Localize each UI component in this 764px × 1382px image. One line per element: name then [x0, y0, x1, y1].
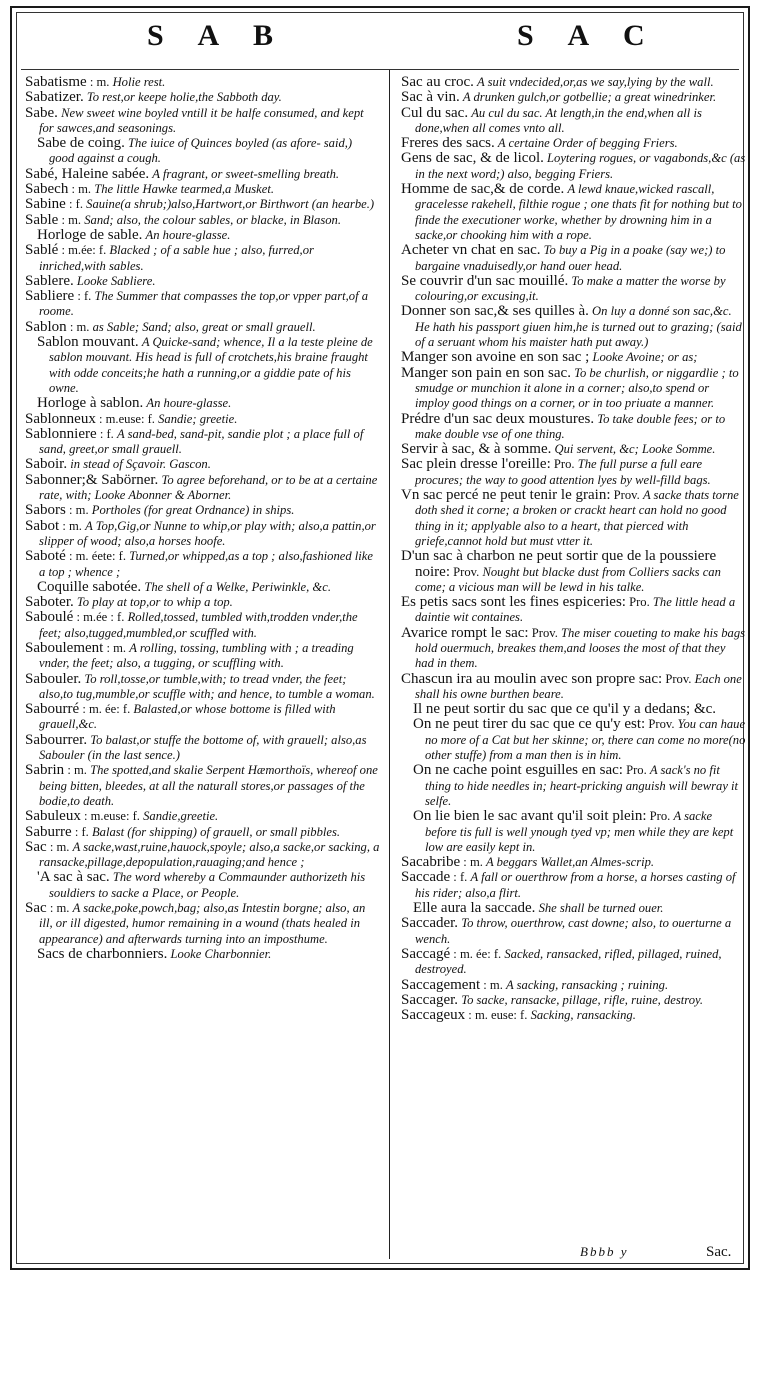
entry-definition: Looke Charbonnier. [170, 946, 272, 961]
dictionary-entry [401, 947, 746, 978]
entry-definition: A suit vndecided,or,as we say,lying by the wall. [477, 75, 714, 89]
inner-border [16, 12, 744, 1264]
entry-headword: Sabot [25, 517, 60, 534]
entry-definition: A sacke before tis full is well ynough tyed vp; men while they are kept low are easily kept in. [425, 809, 734, 854]
entry-definition: A Top,Gig,or Nunne to whip,or play with; also,a pattin,or slipper of wood; also,a horses hoofe. [39, 518, 376, 548]
entry-definition: Portholes (for great Ordnance) in ships. [91, 503, 295, 518]
dictionary-entry [401, 488, 746, 549]
entry-headword: Sac [25, 900, 47, 917]
entry-headword: Sac [25, 838, 47, 855]
entry-definition: Looke Avoine; or as; [592, 350, 698, 365]
entry-definition: A sacke,wast,ruine,hauock,spoyle; also,a sacke,or sacking, a ransacke,pillage,depopulation,rauaging;and hence ; [39, 839, 380, 870]
dictionary-entry [25, 702, 380, 733]
entry-headword: Sac au croc. [401, 74, 474, 90]
entry-headword: Sac à vin. [401, 89, 460, 106]
entry-headword: Saboulement [25, 639, 104, 656]
entry-grammar: : f. [453, 870, 468, 885]
entry-definition: She shall be turned ouer. [538, 901, 664, 916]
entry-headword: Elle aura la saccade. [413, 900, 536, 917]
entry-definition: Sacked, ransacked, rifled, pillaged, ruined, destroyed. [415, 946, 722, 977]
dictionary-entry [401, 870, 746, 901]
page-frame [10, 6, 750, 1270]
entry-headword: Sabe de coing. [37, 135, 125, 152]
dictionary-entry [25, 75, 380, 90]
dictionary-entry [401, 182, 746, 243]
entry-definition: A sand-bed, sand-pit, sandie plot ; a place full of sand, greet,or small grauell. [39, 426, 364, 457]
entry-definition: The little Hawke tearmed,a Musket. [94, 182, 275, 197]
right-column-header: S A C [517, 19, 659, 52]
catchword: Sac. [706, 1244, 732, 1260]
entry-definition: A lewd knaue,wicked rascall, gracelesse rakehell, filthie rogue ; one thats fit for nothing but to finde the executioner worke, whether by drowning him in a sacke,or chooking him with a rope. [415, 182, 742, 242]
entry-headword: Saccageux [401, 1007, 466, 1024]
entry-headword: Se couvrir d'un sac mouillé. [401, 272, 569, 289]
entry-headword: Acheter vn chat en sac. [401, 242, 541, 259]
entry-definition: A fragrant, or sweet-smelling breath. [152, 166, 340, 181]
entry-headword: Sablonneux [25, 410, 96, 427]
dictionary-entry [401, 136, 746, 151]
entry-definition: Balasted,or whose bottome is filled with grauell,&c. [39, 702, 336, 732]
dictionary-entry [401, 274, 746, 305]
entry-headword: Sablere. [25, 272, 74, 289]
entry-definition: Turned,or whipped,as a top ; also,fashioned like a top ; whence ; [39, 549, 373, 579]
entry-headword: Chascun ira au moulin avec son propre sac: [401, 670, 663, 687]
entry-headword: Manger son pain en son sac. [401, 364, 571, 381]
dictionary-entry [401, 595, 746, 626]
dictionary-entry [401, 672, 746, 703]
entry-headword: Sabourrer. [25, 731, 88, 748]
entry-definition: To be churlish, or niggardlie ; to smudge or munchion it alone in a corner; also,to spend or imploy good things on a corner, or in too priuate a manner. [415, 365, 739, 411]
entry-headword: Sablon mouvant. [37, 334, 139, 351]
entry-headword: Sabourré [25, 701, 80, 718]
entry-definition: On luy a donné son sac,&c. He hath his passport giuen him,he is turned out to grazing; (said of a seruant whom his maister hath put away.) [415, 304, 742, 350]
entry-headword: Saboir. [25, 456, 68, 473]
entry-headword: Sabuleux [25, 808, 81, 825]
dictionary-entry [401, 626, 746, 672]
entry-headword: Sabe. [25, 104, 58, 121]
dictionary-entry [401, 809, 746, 855]
dictionary-entry [25, 412, 380, 427]
entry-definition: To balast,or stuffe the bottome of, with grauell; also,as Sabouler (in the last sence.) [39, 732, 367, 763]
entry-definition: A sacke thats torne doth shed it corne; a broken or crackt heart can hold no good thing in it; applyable also to a heart, that pierced with griefe,cannot hold but must vtter it. [415, 488, 739, 548]
dictionary-entry [401, 763, 746, 809]
entry-grammar: Pro. [553, 457, 575, 472]
signature-mark: Bbbb y [580, 1244, 629, 1259]
dictionary-entry [401, 412, 746, 443]
entry-grammar: : m. [67, 763, 87, 778]
entry-grammar: : m. [62, 518, 82, 533]
entry-definition: in stead of Sçavoir. Gascon. [70, 457, 211, 472]
entry-grammar: : m. [69, 319, 90, 334]
dictionary-entry [25, 825, 380, 840]
entry-definition: Au cul du sac. At length,in the end,when all is done,when all comes vnto all. [415, 105, 702, 135]
dictionary-entry [401, 1008, 746, 1023]
left-column-header: S A B [147, 19, 288, 52]
header-rule [21, 69, 739, 70]
entry-grammar: : m. [69, 503, 89, 518]
dictionary-entry [25, 641, 380, 672]
entry-headword: Saccader. [401, 915, 459, 932]
column-divider [389, 70, 390, 1259]
dictionary-entry [25, 519, 380, 550]
dictionary-entry [25, 243, 380, 274]
entry-grammar: : m.ée: f. [61, 243, 107, 258]
entry-definition: An houre-glasse. [146, 396, 232, 411]
entry-grammar: : m. [106, 640, 127, 655]
entry-definition: To throw, ouerthrow, cast downe; also, to ouerturne a wench. [415, 916, 732, 946]
entry-definition: To buy a Pig in a poake (say we;) to bargaine vnaduisedly,or hand ouer head. [415, 243, 726, 273]
dictionary-entry [401, 350, 746, 365]
entry-definition: To roll,tosse,or tumble,with; to tread vnder, the feet; also,to tug,mumble,or scuffle with; and hence, to tumble a woman. [39, 671, 375, 701]
entry-definition: A sacking, ransacking ; ruining. [506, 977, 669, 992]
entry-headword: Sabrin [25, 762, 65, 779]
dictionary-entry [401, 993, 746, 1008]
entry-headword: Sabouler. [25, 670, 82, 687]
entry-definition: A Quicke-sand; whence, Il a la teste pleine de sablon mouvant. His head is full of crotchets,his braine fraught with odde conceits;he hath a running,or a giddie pate of his owne. [49, 335, 373, 395]
dictionary-entry [401, 702, 746, 717]
entry-definition: A certaine Order of begging Friers. [497, 136, 678, 151]
dictionary-entry [25, 457, 380, 472]
entry-definition: The shell of a Welke, Periwinkle, &c. [144, 579, 331, 594]
entry-headword: Vn sac percé ne peut tenir le grain: [401, 487, 611, 504]
entry-definition: A sack's no fit thing to hide needles in; heart-pricking anguish will bewray it selfe. [425, 763, 739, 808]
entry-grammar: : m. [49, 839, 70, 854]
entry-grammar: Pro. [626, 763, 647, 778]
entry-definition: A sacke,poke,powch,bag; also,as Intestin borgne; also, an ill, or ill digested, humor remaining in a wound (thats healed in appearance) and afterwards turning into an imposthume. [39, 901, 366, 946]
entry-headword: Gens de sac, & de licol. [401, 150, 544, 167]
entry-grammar: : m. [463, 855, 483, 870]
entry-definition: Balast (for shipping) of grauell, or small pibbles. [91, 824, 341, 839]
entry-headword: Sablonniere [25, 425, 97, 442]
entry-definition: The Summer that compasses the top,or vpper part,of a roome. [39, 289, 369, 319]
entry-grammar: : m.ée : f. [76, 610, 125, 625]
entry-grammar: Pro. [629, 595, 650, 610]
dictionary-entry [25, 274, 380, 289]
dictionary-entry [25, 733, 380, 764]
entry-grammar: Prov. [665, 671, 692, 686]
entry-grammar: : m. [483, 977, 503, 992]
entry-grammar: Prov. [613, 488, 640, 503]
entry-definition: The little head a daintie wit containes. [415, 595, 736, 625]
entry-definition: To sacke, ransacke, pillage, rifle, ruine, destroy. [461, 992, 704, 1007]
right-column [401, 75, 746, 1023]
entry-definition: Sand; also, the colour sables, or blacke, in Blason. [84, 212, 341, 227]
entry-headword: On lie bien le sac avant qu'il soit plein: [413, 808, 647, 825]
entry-definition: Blacked ; of a sable hue ; also, furred,or inriched,with sables. [39, 243, 314, 273]
entry-definition: Holie rest. [112, 75, 166, 89]
entry-headword: Sacabribe [401, 854, 461, 871]
entry-headword: D'un sac à charbon ne peut sortir que de la poussiere noire: [401, 548, 717, 580]
entry-headword: Sablon [25, 318, 67, 335]
entry-definition: To make a matter the worse by colouring,or excusing,it. [415, 273, 726, 304]
dictionary-entry [25, 335, 380, 396]
entry-definition: Sandie; greetie. [158, 411, 238, 426]
entry-headword: Manger son avoine en son sac ; [401, 349, 590, 366]
dictionary-entry [25, 228, 380, 243]
entry-headword: On ne peut tirer du sac que ce qu'y est: [413, 716, 646, 733]
entry-definition: To agree beforehand, or to be at a certaine rate, with; Looke Abonner & Aborner. [39, 472, 378, 503]
entry-headword: Cul du sac. [401, 104, 469, 121]
entry-definition: Sauine(a shrub;)also,Hartwort,or Birthwort (an hearbe.) [86, 197, 375, 212]
dictionary-entry [401, 90, 746, 105]
entry-grammar: : f. [77, 289, 92, 304]
dictionary-entry [25, 167, 380, 182]
entry-grammar: Prov. [453, 564, 480, 579]
entry-definition: Each one shall his owne burthen beare. [415, 671, 742, 701]
entry-definition: The word whereby a Commaunder authorizeth his souldiers to sacke a Place, or People. [49, 870, 366, 900]
entry-grammar: Prov. [531, 625, 558, 640]
entry-headword: Sablé [25, 242, 59, 259]
entry-definition: Loytering rogues, or vagabonds,&c (as in the next word;) also, begging Friers. [415, 151, 746, 181]
dictionary-entry [25, 427, 380, 458]
dictionary-entry [25, 106, 380, 137]
entry-headword: Saburre [25, 823, 72, 840]
entry-headword: Sabors [25, 502, 66, 519]
left-column [25, 75, 380, 962]
entry-grammar: : m.euse: f. [98, 411, 155, 426]
entry-grammar: : f. [68, 197, 83, 212]
entry-headword: Saccagé [401, 945, 451, 962]
entry-definition: To play at top,or to whip a top. [76, 595, 233, 610]
entry-grammar: : f. [99, 426, 114, 441]
entry-headword: Homme de sac,& de corde. [401, 181, 565, 198]
dictionary-entry [25, 809, 380, 824]
entry-definition: Looke Sabliere. [76, 273, 156, 288]
entry-definition: New sweet wine boyled vntill it be halfe consumed, and kept for sawces,and seasonings. [39, 105, 364, 135]
entry-definition: You can haue no more of a Cat but her skinne; or, there can come no more(no other stuffe) from a man then is in him. [425, 717, 746, 763]
entry-definition: Sandie,greetie. [143, 809, 219, 824]
dictionary-entry [25, 213, 380, 228]
dictionary-entry [401, 855, 746, 870]
entry-headword: Saboulé [25, 609, 74, 626]
entry-definition: A drunken gulch,or gotbellie; a great winedrinker. [462, 90, 717, 105]
entry-grammar: : m. euse: f. [468, 1008, 528, 1023]
entry-headword: Sac plein dresse l'oreille: [401, 456, 551, 473]
entry-grammar: : m. [89, 75, 110, 89]
entry-definition: Nought but blacke dust from Colliers sacks can come; a vicious man will be lewd in his talke. [415, 564, 721, 594]
entry-headword: Sabine [25, 196, 66, 213]
entry-headword: Coquille sabotée. [37, 578, 142, 595]
entry-grammar: : m. [61, 212, 82, 227]
entry-headword: Servir à sac, & à somme. [401, 441, 552, 458]
entry-grammar: : m. [49, 901, 70, 916]
entry-headword: Sable [25, 211, 59, 228]
entry-definition: An houre-glasse. [145, 227, 231, 242]
entry-definition: The spotted,and skalie Serpent Hæmorthoïs, whereof one being bitten, bleedes, at all the naturall stores,or passages of the bodie,to death. [39, 763, 378, 808]
entry-headword: Saccade [401, 869, 451, 886]
entry-definition: Qui servent, &c; Looke Somme. [554, 442, 716, 457]
entry-headword: Donner son sac,& ses quilles à. [401, 303, 589, 320]
dictionary-entry [25, 182, 380, 197]
dictionary-entry [25, 320, 380, 335]
entry-definition: as Sable; Sand; also, great or small grauell. [92, 319, 316, 334]
entry-definition: Rolled,tossed, tumbled with,trodden vnder,the feet; also,tugged,mumbled,or scuffled with. [39, 610, 358, 640]
entry-headword: Horloge à sablon. [37, 395, 144, 412]
entry-grammar: Prov. [648, 717, 675, 732]
entry-headword: Sacs de charbonniers. [37, 945, 168, 962]
entry-headword: On ne cache point esguilles en sac: [413, 762, 623, 779]
dictionary-entry [401, 717, 746, 763]
entry-headword: 'A sac à sac. [37, 869, 110, 886]
entry-grammar: Pro. [649, 809, 671, 824]
entry-headword: Prédre d'un sac deux moustures. [401, 410, 595, 427]
entry-definition: Sacking, ransacking. [530, 1008, 636, 1023]
dictionary-entry [25, 901, 380, 947]
dictionary-entry [25, 580, 380, 595]
dictionary-entry [401, 457, 746, 488]
dictionary-entry [25, 763, 380, 809]
dictionary-entry [25, 672, 380, 703]
entry-definition: To take double fees; or to make double vse of one thing. [415, 411, 726, 441]
dictionary-entry [25, 947, 380, 962]
entry-grammar: : m. [71, 182, 92, 197]
entry-grammar: : m.euse: f. [83, 809, 140, 824]
entry-headword: Sabonner;& Sabörner. [25, 471, 159, 488]
dictionary-entry [401, 106, 746, 137]
dictionary-entry [25, 840, 380, 871]
dictionary-entry [25, 870, 380, 901]
dictionary-entry [401, 151, 746, 182]
dictionary-entry [25, 289, 380, 320]
entry-headword: Avarice rompt le sac: [401, 624, 529, 641]
entry-headword: Freres des sacs. [401, 135, 495, 152]
entry-headword: Sabliere [25, 288, 75, 305]
entry-headword: Sabé, Haleine sabée. [25, 165, 150, 182]
entry-headword: Es petis sacs sont les fines espiceries: [401, 594, 626, 611]
dictionary-entry [401, 243, 746, 274]
entry-definition: A fall or ouerthrow from a horse, a horses casting of his rider; also,a flirt. [415, 870, 736, 900]
entry-definition: The full purse a full eare procures; the way to good attention lyes by well-filld bags. [415, 457, 711, 487]
entry-grammar: : m. ée: f. [453, 946, 502, 961]
entry-headword: Il ne peut sortir du sac que ce qu'il y a dedans; &c. [413, 701, 717, 718]
entry-definition: To rest,or keepe holie,the Sabboth day. [86, 90, 282, 105]
dictionary-entry [25, 90, 380, 105]
entry-definition: A rolling, tossing, tumbling with ; a treading vnder, the feet; also, a tugging, or scuffling with. [39, 640, 354, 671]
entry-definition: The miser coueting to make his bags hold ouermuch, breakes them,and looses the most of that they had in them. [415, 625, 746, 671]
entry-headword: Sabatizer. [25, 89, 84, 106]
dictionary-entry [25, 473, 380, 504]
entry-headword: Saboté [25, 548, 66, 565]
entry-headword: Saccagement [401, 976, 481, 993]
entry-definition: A beggars Wallet,an Almes-scrip. [486, 855, 655, 870]
dictionary-entry [25, 503, 380, 518]
dictionary-entry [401, 901, 746, 916]
entry-headword: Horloge de sable. [37, 226, 143, 243]
dictionary-entry [25, 595, 380, 610]
entry-headword: Saboter. [25, 594, 74, 611]
dictionary-entry [25, 396, 380, 411]
dictionary-entry [401, 978, 746, 993]
dictionary-entry [401, 916, 746, 947]
entry-grammar: : f. [74, 824, 89, 839]
entry-definition: The iuice of Quinces boyled (as afore- said,) good against a cough. [49, 136, 353, 166]
entry-headword: Sabech [25, 181, 69, 198]
dictionary-entry [401, 304, 746, 350]
entry-headword: Saccager. [401, 991, 459, 1008]
dictionary-entry [401, 366, 746, 412]
dictionary-entry [401, 75, 746, 90]
entry-grammar: : m. ée: f. [82, 702, 131, 717]
dictionary-entry [401, 549, 746, 595]
dictionary-entry [25, 610, 380, 641]
entry-grammar: : m. éete: f. [68, 549, 126, 564]
dictionary-entry [401, 442, 746, 457]
dictionary-entry [25, 136, 380, 167]
dictionary-entry [25, 549, 380, 580]
dictionary-entry [25, 197, 380, 212]
entry-headword: Sabatisme [25, 74, 87, 90]
